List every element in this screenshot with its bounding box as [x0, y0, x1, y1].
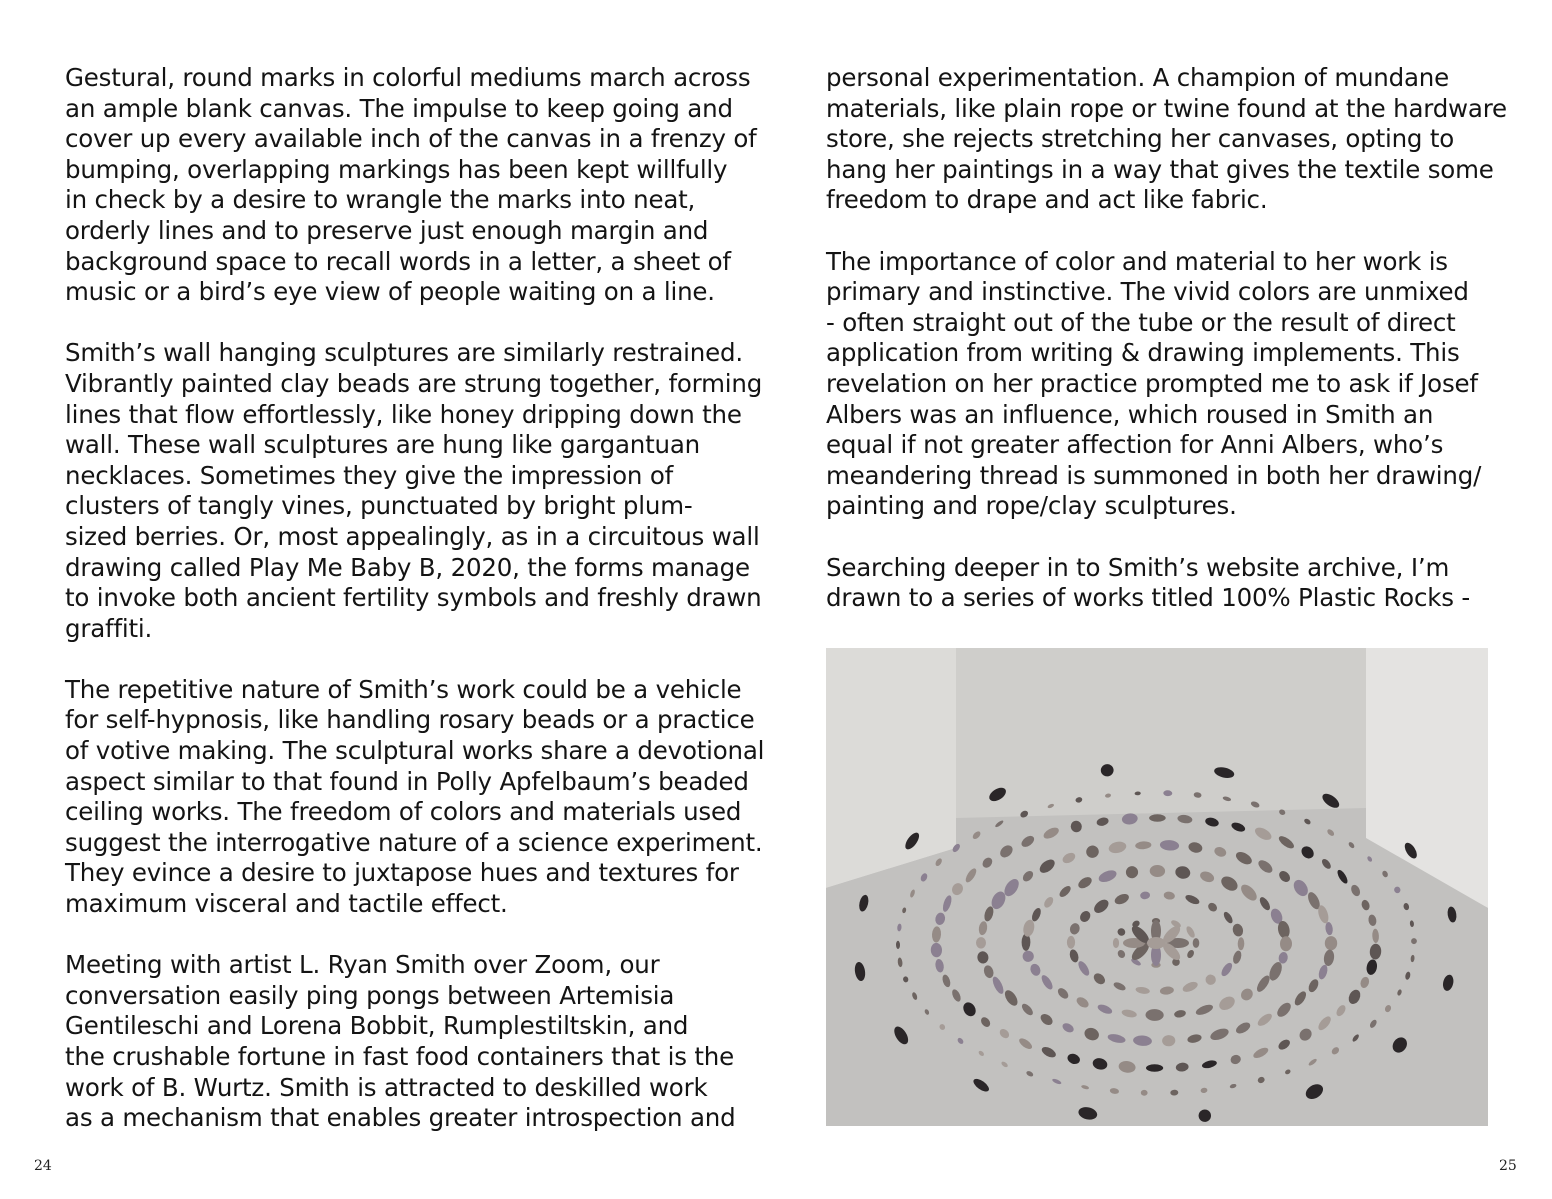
- text-line: lines that flow effortlessly, like honey dripping down the: [65, 399, 742, 429]
- text-line: Meeting with artist L. Ryan Smith over Zoom, our: [65, 950, 660, 980]
- stone: [1147, 937, 1165, 949]
- text-line: orderly lines and to preserve just enough margin and: [65, 215, 709, 245]
- paragraph: [826, 247, 1491, 522]
- stone: [976, 937, 986, 948]
- text-line: Searching deeper in to Smith’s website archive, I’m: [826, 552, 1450, 582]
- text-line: clusters of tangly vines, punctuated by bright plum-: [65, 491, 693, 521]
- right-column-text: [826, 63, 1507, 644]
- paragraph: [826, 63, 1507, 216]
- text-line: conversation easily ping pongs between Artemisia: [65, 980, 675, 1010]
- text-line: Gentileschi and Lorena Bobbit, Rumplestiltskin, and: [65, 1011, 689, 1041]
- text-line: background space to recall words in a letter, a sheet of: [65, 246, 731, 276]
- text-line: The importance of color and material to her work is: [826, 246, 1448, 276]
- stone: [1113, 938, 1119, 948]
- text-line: work of B. Wurtz. Smith is attracted to deskilled work: [65, 1072, 708, 1102]
- stone: [1325, 936, 1337, 950]
- text-line: materials, like plain rope or twine found at the hardware: [826, 93, 1507, 123]
- text-line: music or a bird’s eye view of people waiting on a line.: [65, 277, 715, 307]
- text-line: cover up every available inch of the canvas in a frenzy of: [65, 124, 757, 154]
- text-line: equal if not greater affection for Anni Albers, who’s: [826, 430, 1444, 460]
- stone: [1193, 938, 1200, 948]
- text-line: to invoke both ancient fertility symbols and freshly drawn: [65, 583, 762, 613]
- page-number-left: 24: [34, 1158, 52, 1174]
- text-line: hang her paintings in a way that gives the textile some: [826, 154, 1494, 184]
- text-line: revelation on her practice prompted me to ask if Josef: [826, 368, 1478, 398]
- text-line: the crushable fortune in fast food containers that is the: [65, 1042, 735, 1071]
- left-column-text: [65, 63, 765, 1164]
- text-line: Vibrantly painted clay beads are strung together, forming: [65, 368, 763, 398]
- paragraph: [65, 63, 757, 308]
- text-line: drawing called Play Me Baby B, 2020, the forms manage: [65, 552, 750, 582]
- page-number-right: 25: [1499, 1158, 1517, 1174]
- text-line: as a mechanism that enables greater introspection and: [65, 1103, 736, 1133]
- text-line: Smith’s wall hanging sculptures are similarly restrained.: [65, 338, 743, 368]
- paragraph: [826, 553, 1491, 614]
- paragraph: [65, 950, 745, 1134]
- stone-circle-artwork-image: [826, 648, 1488, 1126]
- text-line: painting and rope/clay sculptures.: [826, 491, 1237, 521]
- artwork-photo: [826, 648, 1488, 1126]
- text-line: personal experimentation. A champion of mundane: [826, 63, 1450, 92]
- text-line: application from writing & drawing implements. This: [826, 338, 1460, 368]
- text-line: maximum visceral and tactile effect.: [65, 889, 508, 919]
- text-line: suggest the interrogative nature of a science experiment.: [65, 827, 763, 857]
- paragraph: [65, 674, 765, 920]
- text-line: Albers was an influence, which roused in Smith an: [826, 399, 1434, 429]
- text-line: meandering thread is summoned in both her drawing/: [826, 460, 1482, 490]
- text-line: store, she rejects stretching her canvases, opting to: [826, 124, 1455, 154]
- text-line: primary and instinctive. The vivid colors are unmixed: [826, 277, 1469, 307]
- text-line: in check by a desire to wrangle the marks into neat,: [65, 185, 696, 215]
- text-line: graffiti.: [65, 613, 153, 643]
- text-line: for self-hypnosis, like handling rosary beads or a practice: [65, 705, 755, 735]
- text-line: - often straight out of the tube or the result of direct: [826, 307, 1456, 337]
- text-line: aspect similar to that found in Polly Apfelbaum’s beaded: [65, 766, 749, 796]
- text-line: freedom to drape and act like fabric.: [826, 185, 1268, 215]
- text-line: necklaces. Sometimes they give the impression of: [65, 460, 674, 490]
- text-line: They evince a desire to juxtapose hues and textures for: [65, 858, 739, 888]
- text-line: of votive making. The sculptural works share a devotional: [65, 736, 765, 766]
- text-line: drawn to a series of works titled 100% Plastic Rocks -: [826, 583, 1471, 613]
- text-line: ceiling works. The freedom of colors and materials used: [65, 797, 742, 827]
- right-page: [776, 0, 1552, 1199]
- text-line: bumping, overlapping markings has been kept willfully: [65, 154, 728, 184]
- text-line: sized berries. Or, most appealingly, as in a circuitous wall: [65, 521, 760, 551]
- text-line: The repetitive nature of Smith’s work could be a vehicle: [65, 674, 742, 704]
- paragraph: [65, 338, 763, 644]
- text-line: an ample blank canvas. The impulse to keep going and: [65, 93, 733, 123]
- text-line: wall. These wall sculptures are hung like gargantuan: [65, 430, 700, 460]
- stone: [1149, 814, 1166, 821]
- stone: [1146, 1064, 1163, 1071]
- text-line: Gestural, round marks in colorful mediums march across: [65, 63, 751, 92]
